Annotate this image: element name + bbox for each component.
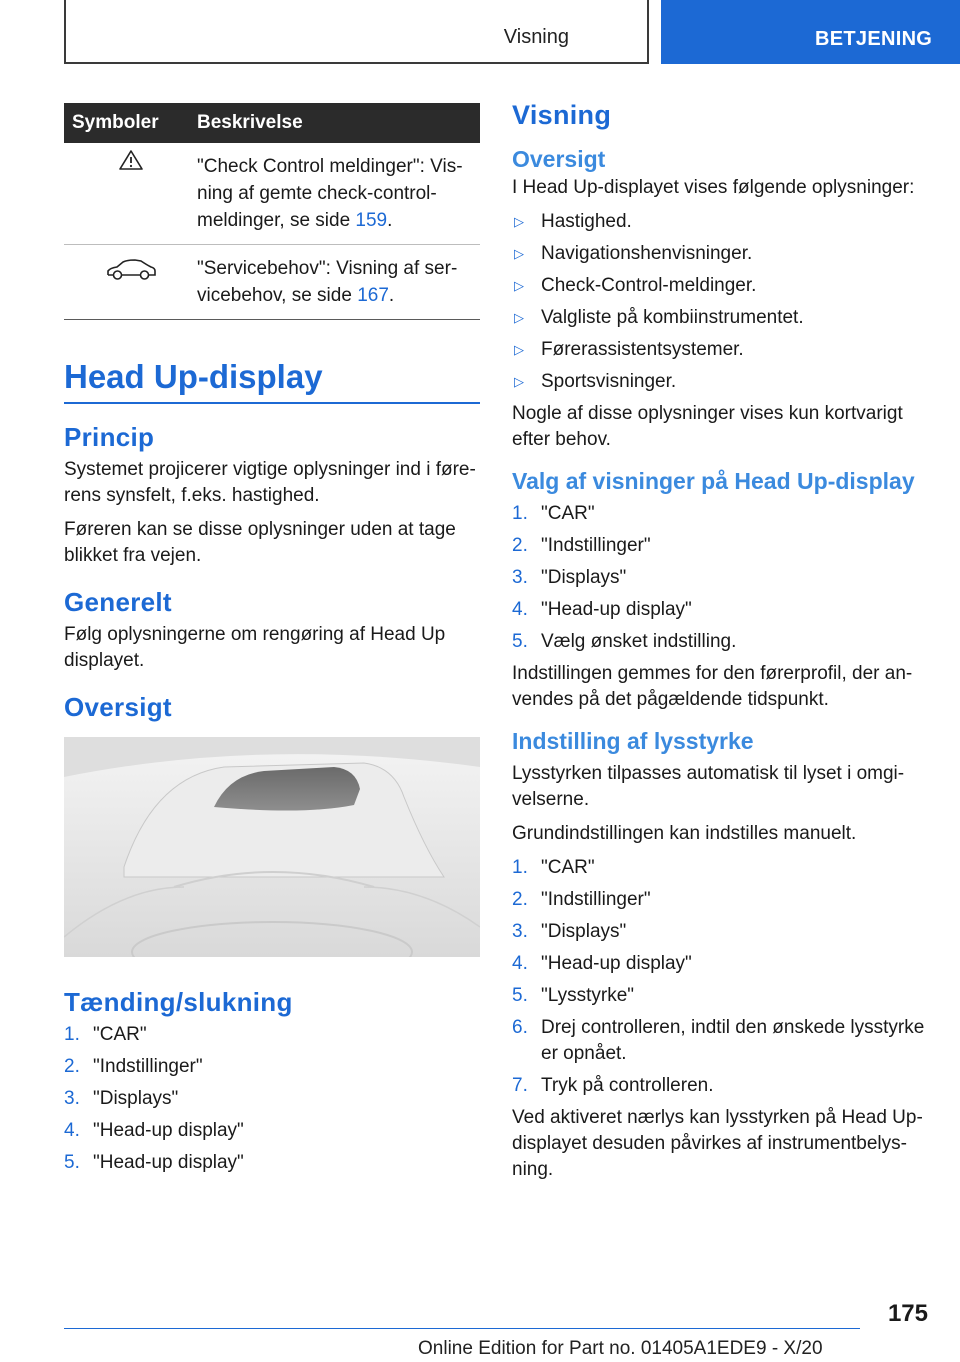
list-item: 1. "CAR" bbox=[64, 1024, 147, 1045]
page-number: 175 bbox=[887, 1300, 928, 1327]
row-text: "Servicebehov": Visning af ser-vicebehov, se side bbox=[197, 258, 458, 306]
paragraph: Føreren kan se disse oplysninger uden at tage blikket fra vejen. bbox=[64, 519, 456, 566]
paragraph: Systemet projicerer vigtige oplysninger ind i føre-rens synsfelt, f.eks. hastighed. bbox=[64, 459, 476, 506]
info-list bbox=[512, 209, 932, 395]
table-row: "Servicebehov": Visning af ser-vicebehov, se side 167. bbox=[64, 245, 480, 320]
car-icon bbox=[105, 259, 157, 281]
list-item: 2. "Indstillinger" bbox=[64, 1056, 203, 1077]
list-item: 2. "Indstillinger" bbox=[512, 889, 651, 910]
list-item: ▷ Valgliste på kombiinstrumentet. bbox=[514, 307, 804, 328]
subsection-heading-lysstyrke: Indstilling af lysstyrke bbox=[512, 728, 754, 754]
list-item: 5. "Lysstyrke" bbox=[512, 985, 635, 1006]
list-item: 3. "Displays" bbox=[512, 921, 627, 942]
list-item: 1. "CAR" bbox=[512, 857, 595, 878]
col-header-symbols: Symboler bbox=[64, 103, 197, 143]
paragraph: Lysstyrken tilpasses automatisk til lyset i omgi-velserne. bbox=[512, 763, 905, 810]
col-header-description: Beskrivelse bbox=[197, 103, 480, 143]
list-item: ▷ Hastighed. bbox=[514, 211, 632, 232]
list-item: ▷ Check-Control-meldinger. bbox=[514, 275, 757, 296]
list-item: 3. "Displays" bbox=[512, 567, 627, 588]
head-up-display-photo bbox=[64, 737, 480, 957]
paragraph: Indstillingen gemmes for den førerprofil, der an-vendes på det pågældende tidspunkt. bbox=[512, 663, 913, 710]
left-column bbox=[64, 103, 480, 1182]
list-item: 4. "Head-up display" bbox=[512, 953, 692, 974]
symbol-table bbox=[64, 103, 480, 320]
paragraph: I Head Up-displayet vises følgende oplysninger: bbox=[512, 177, 915, 198]
chapter-tab[interactable]: BETJENING bbox=[661, 0, 960, 64]
section-title-visning: Visning bbox=[512, 100, 612, 130]
section-heading-princip: Princip bbox=[64, 422, 155, 452]
list-item: ▷ Navigationshenvisninger. bbox=[514, 243, 753, 264]
section-heading-oversigt: Oversigt bbox=[64, 692, 172, 722]
list-item: 6. Drej controlleren, indtil den ønskede lysstyrke er opnået. bbox=[512, 1017, 925, 1064]
paragraph: Følg oplysningerne om rengøring af Head Up displayet. bbox=[64, 624, 446, 671]
page-title: Head Up-display bbox=[64, 358, 480, 404]
header-frame bbox=[64, 0, 649, 64]
subsection-heading-valg: Valg af visninger på Head Up-display bbox=[512, 468, 915, 494]
steps-list bbox=[512, 855, 932, 1099]
right-column bbox=[512, 100, 932, 1191]
list-item: 1. "CAR" bbox=[512, 503, 595, 524]
edition-text: Online Edition for Part no. 01405A1EDE9 - X/20 bbox=[418, 1338, 823, 1359]
subsection-heading-oversigt: Oversigt bbox=[512, 146, 606, 172]
list-item: ▷ Førerassistentsystemer. bbox=[514, 339, 744, 360]
paragraph: Ved aktiveret nærlys kan lysstyrken på Head Up-displayet desuden påvirkes af instrumentbelys-ning. bbox=[512, 1107, 923, 1180]
list-item: 4. "Head-up display" bbox=[512, 599, 692, 620]
section-heading-taending: Tænding/slukning bbox=[64, 987, 293, 1017]
list-item: 2. "Indstillinger" bbox=[512, 535, 651, 556]
paragraph: Grundindstillingen kan indstilles manuelt. bbox=[512, 823, 857, 844]
steps-list bbox=[64, 1022, 480, 1176]
row-text: "Check Control meldinger": Vis-ning af gemte check-control-meldinger, se side bbox=[197, 156, 463, 231]
list-item: 3. "Displays" bbox=[64, 1088, 179, 1109]
steps-list bbox=[512, 501, 932, 655]
warning-triangle-icon bbox=[118, 149, 144, 171]
page-link[interactable]: 159 bbox=[355, 210, 388, 231]
list-item: ▷ Sportsvisninger. bbox=[514, 371, 677, 392]
paragraph: Nogle af disse oplysninger vises kun kortvarigt efter behov. bbox=[512, 403, 903, 450]
list-item: 4. "Head-up display" bbox=[64, 1120, 244, 1141]
section-heading-generelt: Generelt bbox=[64, 587, 172, 617]
table-row: "Check Control meldinger": Vis-ning af gemte check-control-meldinger, se side 159. bbox=[64, 143, 480, 245]
footer-divider bbox=[64, 1328, 860, 1329]
list-item: 5. Vælg ønsket indstilling. bbox=[512, 631, 737, 652]
list-item: 5. "Head-up display" bbox=[64, 1152, 244, 1173]
list-item: 7. Tryk på controlleren. bbox=[512, 1075, 714, 1096]
page-link[interactable]: 167 bbox=[357, 285, 389, 306]
section-title: Visning bbox=[503, 26, 569, 48]
